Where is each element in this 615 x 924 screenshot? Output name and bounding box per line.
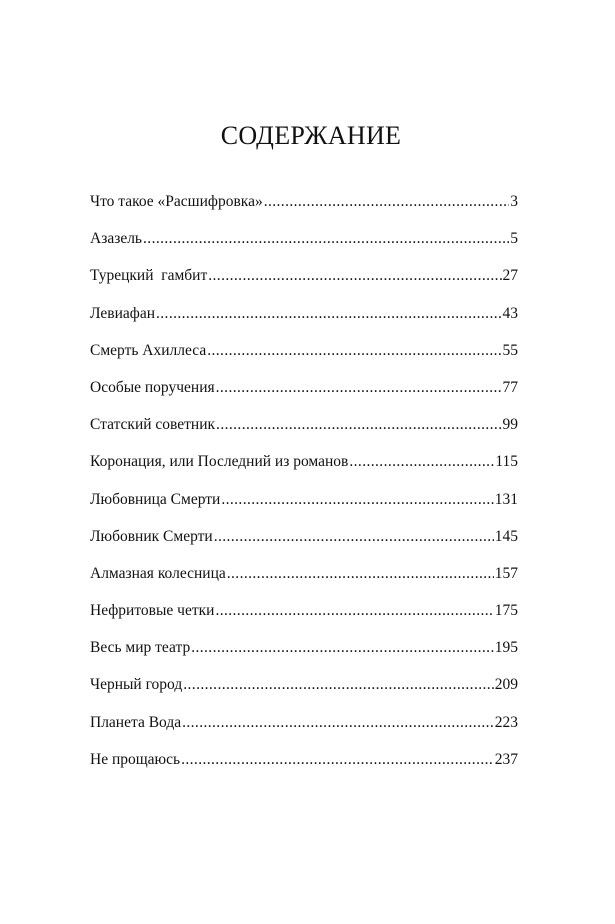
toc-page-number: 5 [510, 230, 518, 248]
toc-page-number: 237 [494, 750, 518, 768]
toc-entry-title: Что такое «Расшифровка» [90, 193, 263, 210]
toc-leader-dots [227, 563, 494, 585]
toc-entry [90, 414, 518, 451]
toc-entry [90, 674, 518, 711]
toc-leader-dots [215, 600, 493, 622]
toc-page-number: 115 [495, 453, 518, 471]
page-title: СОДЕРЖАНИЕ [220, 121, 402, 150]
table-of-contents [90, 191, 518, 786]
toc-leader-dots [191, 637, 494, 659]
toc-page-number: 209 [494, 676, 518, 694]
toc-entry-title: Коронация, или Последний из романов [90, 453, 349, 471]
toc-page-number: 99 [502, 416, 518, 434]
toc-entry-title: Нефритовые четки [90, 602, 215, 620]
toc-page-number: 77 [502, 378, 518, 396]
toc-entry [90, 637, 518, 674]
toc-page-number: 131 [494, 490, 518, 508]
toc-page-number: 157 [494, 564, 518, 582]
toc-entry-title: Левиафан [90, 304, 155, 322]
toc-leader-dots [143, 228, 509, 250]
toc-entry [90, 265, 518, 302]
toc-leader-dots [182, 712, 494, 734]
toc-entry [90, 489, 518, 526]
toc-entry [90, 600, 518, 637]
toc-page-number: 43 [502, 304, 518, 322]
toc-leader-dots [221, 489, 493, 511]
toc-entry-title: Смерть Ахиллеса [90, 341, 207, 359]
toc-entry-title: Турецкий гамбит [90, 267, 208, 285]
toc-entry [90, 451, 518, 488]
toc-leader-dots [216, 414, 501, 436]
toc-entry [90, 749, 518, 786]
toc-page-number: 175 [494, 602, 518, 620]
toc-leader-dots [156, 303, 502, 325]
toc-leader-dots [216, 377, 502, 399]
toc-entry [90, 377, 518, 414]
toc-leader-dots [181, 749, 494, 771]
toc-entry-title: Особые поручения [90, 378, 215, 396]
toc-page-number: 27 [502, 267, 518, 285]
toc-entry-title: Не прощаюсь [90, 750, 181, 768]
toc-leader-dots [207, 340, 501, 362]
toc-page-number: 195 [494, 639, 518, 657]
toc-entry-title: Любовник Смерти [90, 527, 213, 545]
toc-entry [90, 191, 518, 228]
toc-entry-title: Весь мир театр [90, 639, 191, 657]
toc-entry [90, 340, 518, 377]
toc-entry-title: Черный город [90, 676, 183, 694]
toc-page-number: 145 [494, 527, 518, 545]
toc-page-number: 3 [510, 193, 518, 210]
toc-entry-title: Планета Вода [90, 713, 182, 731]
toc-leader-dots [208, 265, 501, 287]
toc-leader-dots [264, 191, 510, 213]
toc-entry [90, 228, 518, 265]
toc-leader-dots [183, 674, 494, 696]
toc-entry [90, 712, 518, 749]
toc-entry-title: Статский советник [90, 416, 216, 434]
toc-entry [90, 563, 518, 600]
toc-page-number: 55 [502, 341, 518, 359]
toc-entry [90, 526, 518, 563]
toc-entry [90, 303, 518, 340]
toc-leader-dots [349, 451, 494, 473]
toc-entry-title: Любовница Смерти [90, 490, 221, 508]
toc-entry-title: Алмазная колесница [90, 564, 226, 582]
toc-leader-dots [214, 526, 494, 548]
toc-entry-title: Азазель [90, 230, 143, 248]
toc-page-number: 223 [494, 713, 518, 731]
